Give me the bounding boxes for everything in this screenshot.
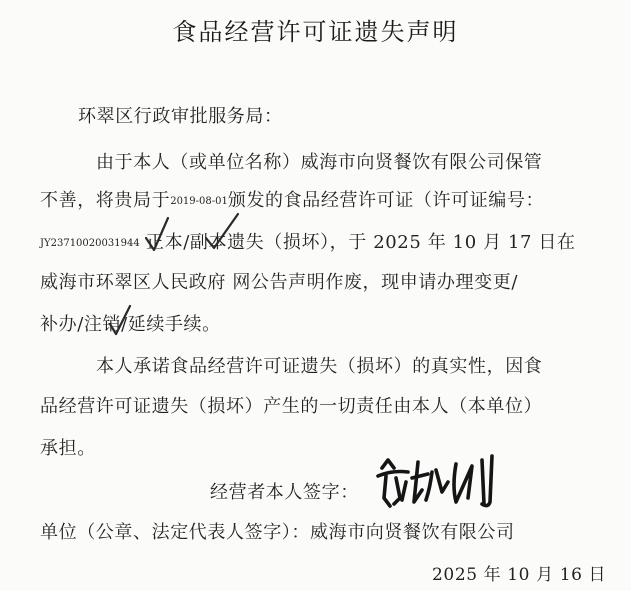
paragraph-1-line-3 bbox=[40, 228, 576, 254]
signature-label: 经营者本人签字： bbox=[210, 482, 359, 503]
document-title: 食品经营许可证遗失声明 bbox=[172, 18, 459, 46]
issue-date: 2019-08-01 bbox=[170, 196, 228, 207]
addressee: 环翠区行政审批服务局： bbox=[78, 106, 283, 127]
paragraph-1-line-2-start: 不善，将贵局于 bbox=[40, 190, 171, 211]
paragraph-1-line-2 bbox=[40, 186, 544, 212]
paragraph-1-line-4: 威海市环翠区人民政府 网公告声明作废，现申请办理变更/ bbox=[40, 272, 518, 293]
paragraph-1-line-5: 补办/注销/延续手续。 bbox=[40, 314, 221, 335]
declaration-date: 2025 年 10 月 16 日 bbox=[432, 565, 607, 585]
paragraph-2-line-2: 品经营许可证遗失（损坏）产生的一切责任由本人（本单位） bbox=[40, 396, 543, 417]
paragraph-1-line-1: 由于本人（或单位名称）威海市向贤餐饮有限公司保管 bbox=[96, 152, 543, 173]
license-number: JY23710020031944 bbox=[40, 238, 140, 249]
paragraph-1-line-3-text: 正本/副本遗失（损坏），于 2025 年 10 月 17 日在 bbox=[146, 232, 576, 253]
paragraph-1-line-2-end: 颁发的食品经营许可证（许可证编号： bbox=[227, 190, 545, 211]
handwritten-signature bbox=[372, 452, 502, 510]
paragraph-2-line-1: 本人承诺食品经营许可证遗失（损坏）的真实性，因食 bbox=[96, 356, 543, 377]
paragraph-2-line-3: 承担。 bbox=[40, 438, 96, 459]
unit-signature-line: 单位（公章、法定代表人签字）：威海市向贤餐饮有限公司 bbox=[40, 522, 515, 543]
